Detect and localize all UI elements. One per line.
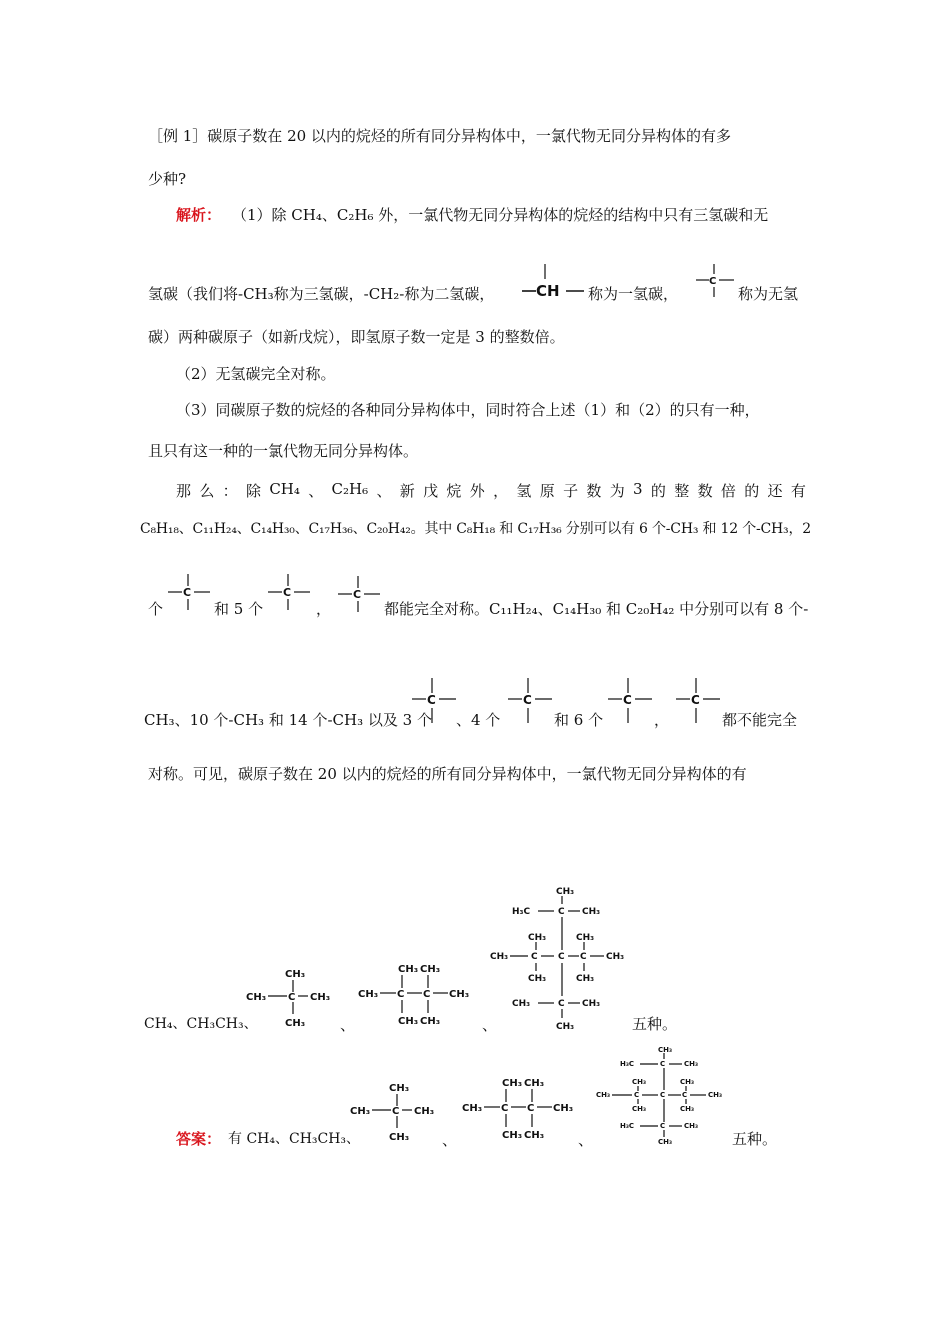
atom-label: CH₃ — [632, 1078, 647, 1086]
p4-word: 外 — [469, 482, 485, 500]
atom-label: CH₃ — [502, 1130, 523, 1141]
atom-label: CH₃ — [420, 964, 441, 975]
analysis-p4-line3a: 个 — [148, 600, 164, 618]
atom-label: CH₃ — [684, 1122, 699, 1130]
quaternary-c-fragment — [410, 677, 458, 725]
analysis-p3-line2: 且只有这一种的一氯代物无同分异构体。 — [148, 442, 419, 460]
p4-word: 子 — [563, 482, 579, 500]
atom-label: C — [527, 1103, 535, 1114]
atom-label: CH₃ — [556, 1022, 575, 1032]
quaternary-c-fragment-svg — [692, 262, 738, 300]
p4-word: C₂H₆ — [331, 480, 369, 498]
analysis-p4-line3c: ， — [316, 600, 332, 618]
atom-label: CH₃ — [398, 1016, 419, 1027]
atom-label: CH₃ — [449, 989, 470, 1000]
atom-label: CH₃ — [658, 1046, 673, 1054]
analysis-p1-line2c: 称为无氢 — [738, 285, 799, 303]
p4-word: 烷 — [446, 482, 462, 500]
atom-label: CH₃ — [389, 1132, 410, 1143]
analysis-label: 解析： — [176, 206, 222, 224]
p4-word: 原 — [539, 482, 555, 500]
atom-label: C — [392, 1106, 400, 1117]
atom-label: C — [660, 1060, 666, 1068]
c17h36-structure — [488, 884, 636, 1032]
atom-label: C — [580, 952, 587, 962]
atom-label: C — [531, 952, 538, 962]
p4-word: 、 — [308, 482, 324, 500]
structure-separator: 、 — [482, 1016, 498, 1034]
p4-word: 还 — [767, 482, 783, 500]
atom-label: CH₃ — [576, 933, 595, 943]
p4-word: CH₄ — [269, 480, 300, 498]
quaternary-c-fragment — [674, 677, 722, 725]
structure-separator: 、 — [340, 1016, 356, 1034]
quaternary-c-label: C — [709, 276, 717, 287]
atom-label: CH₃ — [708, 1091, 723, 1099]
atom-label: CH₃ — [524, 1130, 545, 1141]
quaternary-c-fragment — [266, 572, 312, 612]
atom-label: C — [660, 1122, 666, 1130]
p4-word: 倍 — [720, 482, 736, 500]
c-label: C — [691, 693, 700, 707]
atom-label: C — [682, 1091, 688, 1099]
atom-label: CH₃ — [350, 1106, 371, 1117]
ch-fragment-svg — [520, 262, 590, 302]
c-label: C — [183, 586, 192, 599]
atom-label: CH₃ — [680, 1078, 695, 1086]
c17h36-structure — [594, 1044, 736, 1148]
analysis-p1-line2b: 称为一氢碳， — [588, 285, 679, 303]
analysis-p4-line4b: 、4 个 — [456, 711, 501, 729]
p4-word: 除 — [245, 482, 261, 500]
atom-label: C — [501, 1103, 509, 1114]
atom-label: CH₃ — [632, 1105, 647, 1113]
analysis-p2: （2）无氢碳完全对称。 — [176, 365, 336, 383]
analysis-p4-line2: C₈H₁₈、C₁₁H₂₄、C₁₄H₃₀、C₁₇H₃₆、C₂₀H₄₂。其中 C₈H₁₈ 和 C₁₇H₃₆ 分别可以有 6 个-CH₃ 和 12 个-CH₃，2 — [140, 521, 811, 537]
atom-label: C — [423, 989, 431, 1000]
p4-word: 新 — [399, 482, 415, 500]
atom-label: CH₃ — [576, 974, 595, 984]
atom-label: CH₃ — [246, 992, 267, 1003]
atom-label: C — [397, 989, 405, 1000]
c-label: C — [523, 693, 532, 707]
p4-word: 整 — [674, 482, 690, 500]
p4-word: ， — [493, 482, 509, 500]
atom-label: CH₃ — [524, 1078, 545, 1089]
answer-separator: 、 — [442, 1131, 458, 1149]
p4-word: 有 — [790, 482, 806, 500]
p4-word: 那 — [176, 482, 192, 500]
analysis-p4-line3b: 和 5 个 — [214, 600, 264, 618]
atom-label: CH₃ — [553, 1103, 574, 1114]
analysis-p1-line2a: 氢碳（我们将-CH₃称为三氢碳，-CH₂-称为二氢碳， — [148, 285, 495, 303]
atom-label: CH₃ — [490, 952, 509, 962]
analysis-p4-line5: 对称。可见，碳原子数在 20 以内的烷烃的所有同分异构体中，一氯代物无同分异构体的有 — [148, 765, 747, 783]
p4-word: 数 — [586, 482, 602, 500]
analysis-p4-line4c: 和 6 个 — [554, 711, 604, 729]
c-label: C — [427, 693, 436, 707]
atom-label: CH₃ — [680, 1105, 695, 1113]
atom-label: CH₃ — [528, 933, 547, 943]
p4-word: ： — [222, 482, 238, 500]
atom-label: C — [660, 1091, 666, 1099]
atom-label: CH₃ — [684, 1060, 699, 1068]
ch-fragment-label: CH — [536, 282, 560, 300]
analysis-p1-line1: （1）除 CH₄、C₂H₆ 外，一氯代物无同分异构体的烷烃的结构中只有三氢碳和无 — [232, 206, 769, 224]
p4-word: 为 — [609, 482, 625, 500]
answer-suffix: 五种。 — [732, 1130, 778, 1148]
atom-label: C — [288, 992, 296, 1003]
quaternary-c-fragment — [336, 574, 382, 614]
ch-fragment — [520, 262, 590, 302]
atom-label: CH₃ — [528, 974, 547, 984]
atom-label: CH₃ — [285, 1018, 306, 1029]
p4-word: 的 — [650, 482, 666, 500]
atom-label: CH₃ — [512, 999, 531, 1009]
quaternary-c-fragment — [506, 677, 554, 725]
atom-label: CH₃ — [420, 1016, 441, 1027]
p4-word: 数 — [697, 482, 713, 500]
analysis-p4-line3d: 都能完全对称。C₁₁H₂₄、C₁₄H₃₀ 和 C₂₀H₄₂ 中分别可以有 8 个- — [384, 600, 809, 618]
atom-label: CH₃ — [398, 964, 419, 975]
example-line-1: ［例 1］碳原子数在 20 以内的烷烃的所有同分异构体中，一氯代物无同分异构体的有多 — [148, 127, 731, 145]
atom-label: H₃C — [512, 907, 531, 917]
analysis-p1-line3: 碳）两种碳原子（如新戊烷），即氢原子数一定是 3 的整数倍。 — [148, 328, 565, 346]
c-label: C — [283, 586, 292, 599]
atom-label: CH₃ — [596, 1091, 611, 1099]
atom-label: CH₃ — [556, 887, 575, 897]
atom-label: CH₃ — [658, 1138, 673, 1146]
atom-label: C — [558, 907, 565, 917]
answer-label: 答案： — [176, 1130, 222, 1148]
c-label: C — [353, 588, 362, 601]
quaternary-c-fragment — [166, 572, 212, 612]
atom-label: C — [558, 952, 565, 962]
atom-label: CH₃ — [582, 999, 601, 1009]
structure-list-prefix: CH₄、CH₃CH₃、 — [144, 1016, 258, 1032]
quaternary-c-fragment — [692, 262, 738, 300]
c-label: C — [623, 693, 632, 707]
p4-word: 氢 — [516, 482, 532, 500]
atom-label: CH₃ — [358, 989, 379, 1000]
atom-label: CH₃ — [389, 1083, 410, 1094]
atom-label: CH₃ — [414, 1106, 435, 1117]
analysis-p4-line4d: ， — [654, 711, 670, 729]
atom-label: CH₃ — [462, 1103, 483, 1114]
p4-word: 的 — [744, 482, 760, 500]
atom-label: CH₃ — [582, 907, 601, 917]
p4-word: 么 — [199, 482, 215, 500]
atom-label: CH₃ — [606, 952, 625, 962]
atom-label: C — [558, 999, 565, 1009]
structure-list-suffix: 五种。 — [632, 1015, 678, 1033]
analysis-p4-line1 — [176, 480, 806, 501]
atom-label: H₃C — [620, 1122, 635, 1130]
atom-label: CH₃ — [310, 992, 331, 1003]
tetramethylbutane-structure — [356, 960, 476, 1032]
tetramethylbutane-structure — [460, 1074, 580, 1146]
analysis-p4-line4a: CH₃、10 个-CH₃ 和 14 个-CH₃ 以及 3 个 — [144, 711, 432, 729]
p4-word: 3 — [633, 480, 643, 498]
p4-word: 、 — [376, 482, 392, 500]
analysis-p4-line4e: 都不能完全 — [722, 711, 798, 729]
example-line-2: 少种? — [148, 170, 187, 188]
quaternary-c-fragment — [606, 677, 654, 725]
atom-label: C — [634, 1091, 640, 1099]
answer-separator: 、 — [578, 1131, 594, 1149]
neopentane-structure — [348, 1080, 440, 1146]
atom-label: CH₃ — [502, 1078, 523, 1089]
atom-label: H₃C — [620, 1060, 635, 1068]
answer-prefix: 有 CH₄、CH₃CH₃、 — [228, 1131, 361, 1147]
neopentane-structure — [244, 966, 336, 1032]
analysis-p3-line1: （3）同碳原子数的烷烃的各种同分异构体中，同时符合上述（1）和（2）的只有一种， — [176, 401, 760, 419]
p4-word: 戊 — [423, 482, 439, 500]
atom-label: CH₃ — [285, 969, 306, 980]
